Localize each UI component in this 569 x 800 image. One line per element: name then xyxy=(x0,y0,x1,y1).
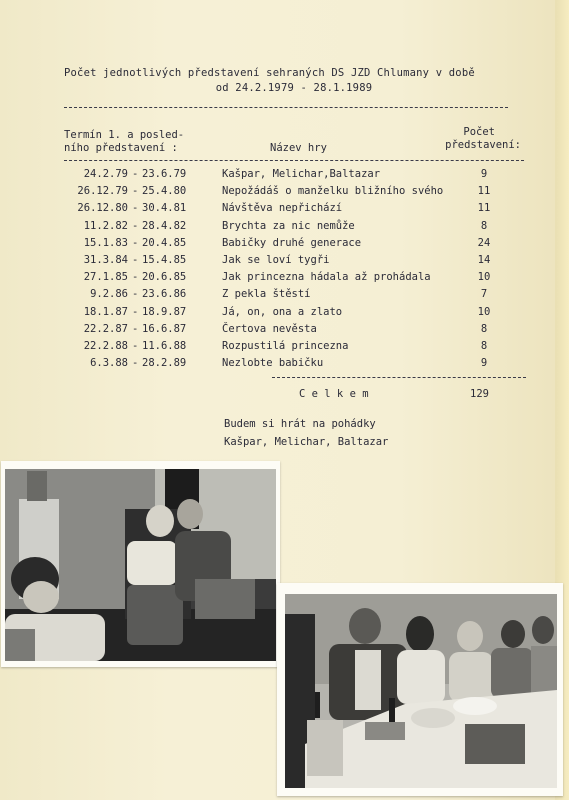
row-play-title: Brychta za nic nemůže xyxy=(222,219,355,232)
row-separator: - xyxy=(132,271,139,284)
row-to-date: 16.6.87 xyxy=(142,322,187,335)
row-count: 9 xyxy=(480,357,488,370)
row-to-date: 18.9.87 xyxy=(142,305,187,318)
header-term xyxy=(64,129,184,155)
header-term-line1: Termín 1. a posled- xyxy=(64,129,185,141)
row-count: 14 xyxy=(477,253,491,266)
row-from-date: 26.12.79 xyxy=(77,185,128,198)
row-play-title: Nezlobte babičku xyxy=(222,357,324,370)
document-title xyxy=(64,66,524,96)
row-play-title: Nepožádáš o manželku bližního svého xyxy=(222,185,444,198)
photo-right xyxy=(277,583,563,796)
table-row xyxy=(64,271,534,288)
table-row xyxy=(64,306,534,323)
row-to-date: 28.4.82 xyxy=(142,219,187,232)
row-separator: - xyxy=(132,357,139,370)
row-separator: - xyxy=(132,253,139,266)
row-play-title: Návštěva nepřichází xyxy=(222,202,343,215)
note-line-2: Kašpar, Melichar, Baltazar xyxy=(224,436,389,448)
row-separator: - xyxy=(132,236,139,249)
row-from-date: 15.1.83 xyxy=(83,236,128,249)
divider-header xyxy=(64,160,524,161)
row-play-title: Rozpustilá princezna xyxy=(222,339,349,352)
row-count: 9 xyxy=(480,168,488,180)
performance-table xyxy=(64,168,534,374)
photo-right-image xyxy=(285,594,557,788)
row-count: 7 xyxy=(480,288,488,301)
header-count-line1: Počet xyxy=(463,126,495,138)
row-from-date: 6.3.88 xyxy=(90,357,128,370)
photo-left-image xyxy=(5,469,276,661)
title-line-1: Počet jednotlivých představení sehraných DS JZD Chlumany v době xyxy=(64,67,475,79)
row-from-date: 22.2.88 xyxy=(83,339,128,352)
table-row xyxy=(64,237,534,254)
header-count xyxy=(437,126,521,152)
row-play-title: Z pekla štěstí xyxy=(222,288,311,301)
row-from-date: 27.1.85 xyxy=(83,271,128,284)
row-play-title: Čertova nevěsta xyxy=(222,322,317,335)
row-from-date: 22.2.87 xyxy=(83,322,128,335)
table-row xyxy=(64,168,534,185)
row-play-title: Já, on, ona a zlato xyxy=(222,305,343,318)
row-from-date: 18.1.87 xyxy=(83,305,128,318)
table-row xyxy=(64,340,534,357)
row-from-date: 9.2.86 xyxy=(90,288,128,301)
row-count: 8 xyxy=(480,322,488,335)
row-separator: - xyxy=(132,339,139,352)
title-line-2: od 24.2.1979 - 28.1.1989 xyxy=(215,82,373,94)
table-row xyxy=(64,220,534,237)
row-from-date: 24.2.79 xyxy=(83,168,128,180)
row-play-title: Kašpar, Melichar,Baltazar xyxy=(222,168,381,180)
row-to-date: 30.4.81 xyxy=(142,202,187,215)
row-from-date: 11.2.82 xyxy=(83,219,128,232)
row-separator: - xyxy=(132,322,139,335)
divider-top xyxy=(64,107,508,108)
table-row xyxy=(64,323,534,340)
row-play-title: Jak se loví tygři xyxy=(222,253,330,266)
row-separator: - xyxy=(132,185,139,198)
header-name: Název hry xyxy=(270,142,327,154)
table-row xyxy=(64,288,534,305)
row-play-title: Babičky druhé generace xyxy=(222,236,362,249)
row-from-date: 31.3.84 xyxy=(83,253,128,266)
row-to-date: 20.4.85 xyxy=(142,236,187,249)
row-count: 10 xyxy=(477,271,491,284)
row-count: 11 xyxy=(477,202,491,215)
row-separator: - xyxy=(132,219,139,232)
total-label: C e l k e m xyxy=(299,388,369,400)
row-count: 8 xyxy=(480,339,488,352)
total-value: 129 xyxy=(470,388,489,400)
row-separator: - xyxy=(132,288,139,301)
photo-left xyxy=(1,461,280,667)
row-to-date: 11.6.88 xyxy=(142,339,187,352)
header-count-line2: představení: xyxy=(445,139,521,151)
row-to-date: 23.6.79 xyxy=(142,168,187,180)
row-count: 10 xyxy=(477,305,491,318)
row-separator: - xyxy=(132,168,139,180)
row-count: 24 xyxy=(477,236,491,249)
row-to-date: 28.2.89 xyxy=(142,357,187,370)
row-to-date: 25.4.80 xyxy=(142,185,187,198)
row-separator: - xyxy=(132,202,139,215)
row-count: 11 xyxy=(477,185,491,198)
table-row xyxy=(64,254,534,271)
table-row xyxy=(64,185,534,202)
header-term-line2: ního představení : xyxy=(64,142,178,154)
table-row xyxy=(64,357,534,374)
divider-total xyxy=(272,377,526,378)
row-play-title: Jak princezna hádala až prohádala xyxy=(222,271,431,284)
row-to-date: 15.4.85 xyxy=(142,253,187,266)
row-separator: - xyxy=(132,305,139,318)
table-row xyxy=(64,202,534,219)
row-to-date: 23.6.86 xyxy=(142,288,187,301)
row-count: 8 xyxy=(480,219,488,232)
row-to-date: 20.6.85 xyxy=(142,271,187,284)
row-from-date: 26.12.80 xyxy=(77,202,128,215)
note-line-1: Budem si hrát na pohádky xyxy=(224,418,376,430)
